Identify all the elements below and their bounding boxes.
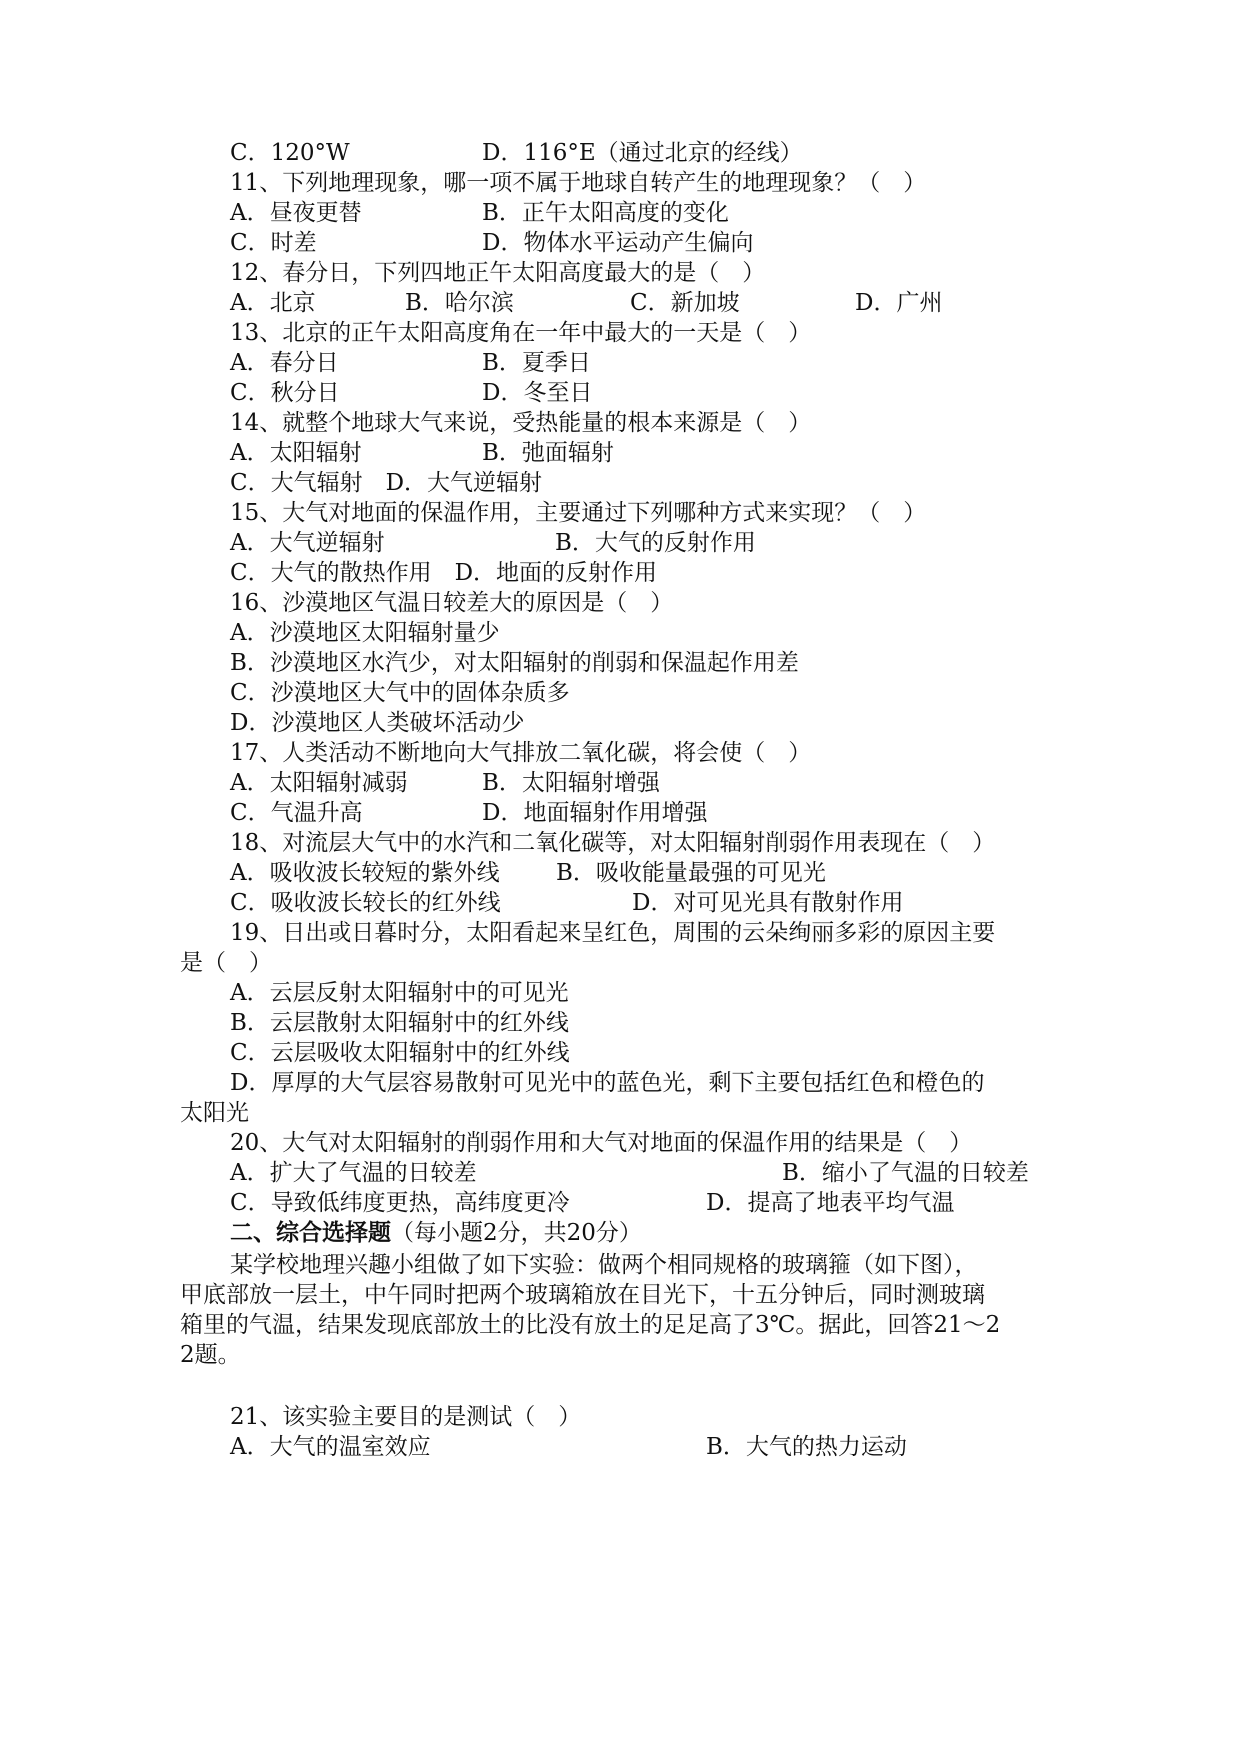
q19-option-d: D．厚厚的大气层容易散射可见光中的蓝色光，剩下主要包括红色和橙色的	[230, 1070, 985, 1096]
q19-option-a: A．云层反射太阳辐射中的可见光	[230, 980, 569, 1006]
section-scoring: （每小题2分，共20分）	[391, 1220, 642, 1246]
q13-option-c: C．秋分日	[230, 380, 340, 406]
q19-option-d-cont: 太阳光	[180, 1100, 249, 1126]
q18-option-c: C．吸收波长较长的红外线	[230, 890, 501, 916]
q16-option-a: A．沙漠地区太阳辐射量少	[230, 620, 500, 646]
q16-stem: 16、沙漠地区气温日较差大的原因是（ ）	[230, 590, 674, 616]
q12-option-c: C．新加坡	[630, 290, 740, 316]
q16-option-c: C．沙漠地区大气中的固体杂质多	[230, 680, 570, 706]
q12-option-d: D．广州	[855, 290, 943, 316]
q13-option-a: A．春分日	[230, 350, 339, 376]
q17-option-d: D．地面辐射作用增强	[482, 800, 708, 826]
q14-options-cd: C．大气辐射 D．大气逆辐射	[230, 470, 543, 496]
q11-option-c: C．时差	[230, 230, 317, 256]
section-heading	[230, 1218, 642, 1248]
q18-stem: 18、对流层大气中的水汽和二氧化碳等，对太阳辐射削弱作用表现在（ ）	[230, 830, 996, 856]
q20-option-b: B．缩小了气温的日较差	[782, 1160, 1029, 1186]
q16-option-b: B．沙漠地区水汽少，对太阳辐射的削弱和保温起作用差	[230, 650, 799, 676]
q14-stem: 14、就整个地球大气来说，受热能量的根本来源是（ ）	[230, 410, 812, 436]
q11-option-b: B．正午太阳高度的变化	[482, 200, 729, 226]
q15-option-a: A．大气逆辐射	[230, 530, 385, 556]
q15-stem: 15、大气对地面的保温作用，主要通过下列哪种方式来实现？（ ）	[230, 500, 927, 526]
q17-option-b: B．太阳辐射增强	[482, 770, 660, 796]
q17-stem: 17、人类活动不断地向大气排放二氧化碳，将会使（ ）	[230, 740, 812, 766]
q13-option-d: D．冬至日	[482, 380, 593, 406]
q17-option-c: C．气温升高	[230, 800, 363, 826]
q19-stem: 19、日出或日暮时分，太阳看起来呈红色，周围的云朵绚丽多彩的原因主要	[230, 920, 996, 946]
q15-options-cd: C．大气的散热作用 D．地面的反射作用	[230, 560, 658, 586]
section-title: 二、综合选择题	[230, 1219, 391, 1246]
q20-option-a: A．扩大了气温的日较差	[230, 1160, 477, 1186]
q20-option-d: D．提高了地表平均气温	[706, 1190, 955, 1216]
q21-option-a: A．大气的温室效应	[230, 1434, 431, 1460]
q21-stem: 21、该实验主要目的是测试（ ）	[230, 1404, 582, 1430]
q18-option-a: A．吸收波长较短的紫外线	[230, 860, 500, 886]
q12-option-a: A．北京	[230, 290, 316, 316]
q19-stem-cont: 是（ ）	[180, 950, 272, 976]
q11-option-a: A．昼夜更替	[230, 200, 362, 226]
q18-option-b: B．吸收能量最强的可见光	[556, 860, 826, 886]
q20-stem: 20、大气对太阳辐射的削弱作用和大气对地面的保温作用的结果是（ ）	[230, 1130, 973, 1156]
q12-stem: 12、春分日，下列四地正午太阳高度最大的是（ ）	[230, 260, 766, 286]
q11-option-d: D．物体水平运动产生偏向	[482, 230, 754, 256]
q19-option-b: B．云层散射太阳辐射中的红外线	[230, 1010, 569, 1036]
q21-option-b: B．大气的热力运动	[706, 1434, 907, 1460]
q13-stem: 13、北京的正午太阳高度角在一年中最大的一天是（ ）	[230, 320, 812, 346]
q14-option-b: B．弛面辐射	[482, 440, 614, 466]
q16-option-d: D．沙漠地区人类破坏活动少	[230, 710, 525, 736]
passage-line-1: 某学校地理兴趣小组做了如下实验：做两个相同规格的玻璃箍（如下图），	[230, 1252, 978, 1278]
q12-option-b: B．哈尔滨	[405, 290, 514, 316]
passage-line-2: 甲底部放一层土，中午同时把两个玻璃箱放在目光下，十五分钟后，同时测玻璃	[180, 1282, 985, 1308]
q18-option-d: D．对可见光具有散射作用	[632, 890, 904, 916]
q13-option-b: B．夏季日	[482, 350, 591, 376]
q19-option-c: C．云层吸收太阳辐射中的红外线	[230, 1040, 570, 1066]
passage-line-4: 2题。	[180, 1342, 241, 1368]
q17-option-a: A．太阳辐射减弱	[230, 770, 408, 796]
q11-stem: 11、下列地理现象，哪一项不属于地球自转产生的地理现象？（ ）	[230, 170, 927, 196]
q14-option-a: A．太阳辐射	[230, 440, 362, 466]
q20-option-c: C．导致低纬度更热，高纬度更冷	[230, 1190, 570, 1216]
passage-line-3: 箱里的气温，结果发现底部放土的比没有放土的足足高了3℃。据此，回答21～2	[180, 1312, 1001, 1338]
q10-option-d: D．116°E（通过北京的经线）	[482, 140, 803, 166]
q15-option-b: B．大气的反射作用	[555, 530, 756, 556]
q10-option-c: C．120°W	[230, 140, 350, 166]
